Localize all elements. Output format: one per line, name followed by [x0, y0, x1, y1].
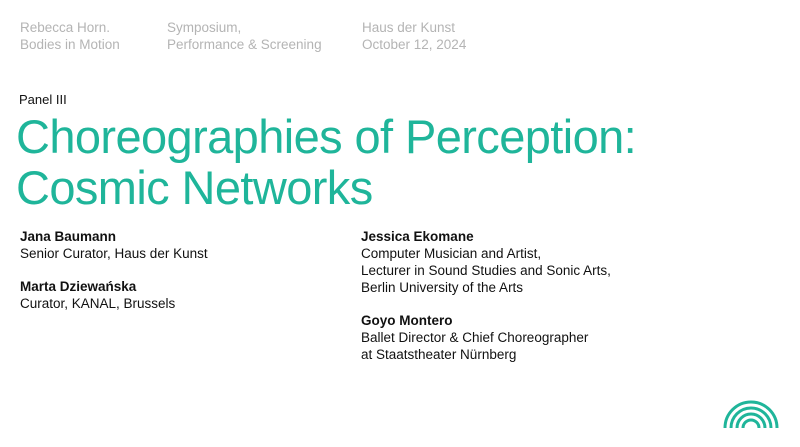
speaker-role-line: Senior Curator, Haus der Kunst — [20, 246, 208, 261]
header-artist-info — [20, 19, 120, 53]
panel-title — [16, 111, 636, 213]
speaker-role-line: Berlin University of the Arts — [361, 280, 524, 295]
speaker-role-line: Lecturer in Sound Studies and Sonic Arts, — [361, 263, 611, 278]
header-event-type — [167, 19, 322, 53]
header-venue: Haus der Kunst — [362, 20, 456, 35]
speaker-jana-baumann — [20, 228, 208, 262]
speakers-right-column — [361, 228, 611, 379]
header-venue-date — [362, 19, 466, 53]
panel-title-line-2: Cosmic Networks — [16, 161, 373, 214]
speaker-goyo-montero — [361, 312, 611, 363]
speakers-left-column — [20, 228, 208, 328]
speaker-name: Goyo Montero — [361, 313, 453, 328]
header-event-line-2: Performance & Screening — [167, 37, 322, 52]
header-date: October 12, 2024 — [362, 37, 467, 52]
concentric-arches-logo-icon — [722, 394, 780, 430]
speaker-name: Jessica Ekomane — [361, 229, 474, 244]
header-artist-line-2: Bodies in Motion — [20, 37, 120, 52]
speaker-role-line: Computer Musician and Artist, — [361, 246, 542, 261]
speaker-role-line: Ballet Director & Chief Choreographer — [361, 330, 589, 345]
speaker-name: Marta Dziewańska — [20, 279, 137, 294]
speaker-marta-dziewanska — [20, 278, 208, 312]
speaker-role-line: Curator, KANAL, Brussels — [20, 296, 176, 311]
header-artist-line-1: Rebecca Horn. — [20, 20, 111, 35]
header-event-line-1: Symposium, — [167, 20, 242, 35]
speaker-role-line: at Staatstheater Nürnberg — [361, 347, 517, 362]
speaker-jessica-ekomane — [361, 228, 611, 296]
panel-label: Panel III — [19, 92, 67, 107]
panel-title-line-1: Choreographies of Perception: — [16, 110, 637, 163]
speaker-name: Jana Baumann — [20, 229, 117, 244]
